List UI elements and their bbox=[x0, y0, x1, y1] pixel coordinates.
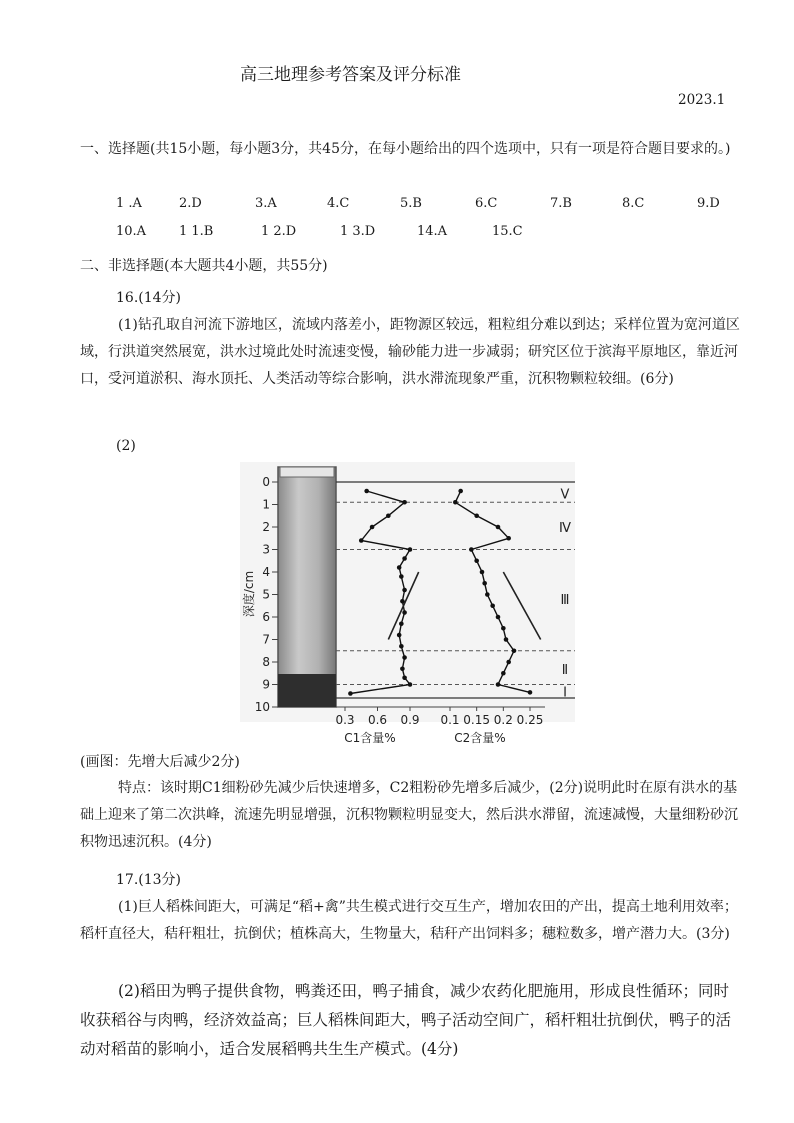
c1-series-point bbox=[348, 691, 353, 696]
c1-series-point bbox=[402, 556, 407, 561]
c1-series-point bbox=[399, 574, 404, 579]
answer-13: 1 3.D bbox=[340, 224, 376, 239]
answer-6: 6.C bbox=[475, 196, 498, 211]
c1-series-point bbox=[402, 588, 407, 593]
answer-8: 8.C bbox=[622, 196, 645, 211]
q17-part2: (2)稻田为鸭子提供食物，鸭粪还田，鸭子捕食，减少农药化肥施用，形成良性循环；同时收获稻谷与肉鸭，经济效益高；巨人稻株间距大，鸭子活动空间广，稻杆粗壮抗倒伏，鸭子的活动对稻苗的影响小，适合发展稻鸭共生生产模式。(4分) bbox=[80, 982, 732, 1058]
zone-label: V bbox=[560, 487, 570, 503]
c2-series-point bbox=[485, 592, 490, 597]
q16-features: 特点：该时期C1细粉砂先减少后快速增多，C2粗粉砂先增多后减少，(2分)说明此时在原有洪水的基础上迎来了第二次洪峰，流速先明显增强，沉积物颗粒明显变大，然后洪水滞留，流速减慢，大量细粉砂沉积物迅速沉积。(4分) bbox=[80, 780, 738, 850]
c1-axis-label: C1含量% bbox=[344, 731, 396, 745]
page-title: 高三地理参考答案及评分标准 bbox=[240, 65, 461, 85]
c1-series-point bbox=[397, 565, 402, 570]
answer-5: 5.B bbox=[400, 196, 422, 211]
c2-series-point bbox=[474, 558, 479, 563]
c2-series-point bbox=[474, 513, 479, 518]
c1-series-point bbox=[408, 547, 413, 552]
c1-tick-label: 0.9 bbox=[400, 713, 420, 727]
c2-series-point bbox=[490, 603, 495, 608]
q17-part1: (1)巨人稻株间距大，可满足“稻+禽”共生模式进行交互生产，增加农田的产出，提高土地利用效率；稻杆直径大，秸秆粗壮，抗倒伏；植株高大，生物量大，秸秆产出饲料多；穗粒数多，增产潜力大。(3分) bbox=[80, 899, 738, 942]
c2-series-point bbox=[469, 547, 474, 552]
c2-series-point bbox=[512, 648, 517, 653]
c1-tick-label: 0.6 bbox=[367, 713, 388, 727]
c1-series-point bbox=[399, 621, 404, 626]
c1-series-point bbox=[402, 675, 407, 680]
c2-series-point bbox=[528, 690, 533, 695]
answer-9: 9.D bbox=[697, 196, 720, 211]
depth-tick-label: 7 bbox=[262, 632, 270, 647]
c2-series-point bbox=[496, 682, 501, 687]
c1-series-point bbox=[402, 500, 407, 505]
c2-series-point bbox=[496, 615, 501, 620]
depth-tick-label: 8 bbox=[262, 655, 270, 669]
sediment-profile-figure bbox=[240, 462, 580, 747]
exam-date: 2023.1 bbox=[678, 92, 726, 108]
depth-tick-label: 2 bbox=[262, 520, 270, 534]
c2-series-point bbox=[501, 671, 506, 676]
answer-12: 1 2.D bbox=[261, 224, 297, 239]
c1-series-point bbox=[370, 525, 375, 530]
q16-part2-label: (2) bbox=[116, 438, 136, 454]
answer-15: 15.C bbox=[492, 224, 523, 239]
c2-tick-label: 0.1 bbox=[440, 713, 460, 727]
section1-heading: 一、选择题(共15小题，每小题3分，共45分，在每小题给出的四个选项中，只有一项是符合题目要求的。) bbox=[80, 141, 731, 157]
answer-2: 2.D bbox=[179, 196, 202, 211]
q17-label: 17.(13分) bbox=[116, 872, 182, 888]
core-top-cap bbox=[280, 467, 334, 477]
c1-series-point bbox=[402, 610, 407, 615]
answer-1: 1 .A bbox=[116, 196, 142, 211]
c2-series-point bbox=[458, 489, 463, 494]
c1-series-point bbox=[364, 489, 369, 494]
c2-tick-label: 0.15 bbox=[463, 713, 491, 727]
q16-part1: (1)钻孔取自河流下游地区，流域内落差小，距物源区较远，粗粒组分难以到达；采样位置为宽河道区域，行洪道突然展宽，洪水过境此处时流速变慢，输砂能力进一步减弱；研究区位于滨海平原地区，靠近河口，受河道淤积、海水顶托、人类活动等综合影响，洪水滞流现象严重，沉积物颗粒较细。(6分) bbox=[80, 317, 740, 387]
depth-tick-label: 10 bbox=[254, 700, 270, 714]
section2-heading: 二、非选择题(本大题共4小题，共55分) bbox=[80, 258, 328, 274]
zone-label: Ⅳ bbox=[559, 521, 571, 536]
q16-label: 16.(14分) bbox=[116, 290, 182, 306]
c2-series-point bbox=[480, 570, 485, 575]
c1-series-point bbox=[402, 655, 407, 660]
depth-tick-label: 1 bbox=[262, 497, 270, 512]
zone-label: Ⅱ bbox=[561, 662, 569, 678]
answer-7: 7.B bbox=[550, 196, 572, 211]
c1-series-point bbox=[386, 513, 391, 518]
c2-series-point bbox=[482, 581, 487, 586]
depth-tick-label: 3 bbox=[262, 542, 270, 557]
c2-axis-label: C2含量% bbox=[454, 731, 506, 745]
c1-series-point bbox=[408, 682, 413, 687]
c2-series-point bbox=[506, 536, 511, 541]
core-dark-base bbox=[278, 674, 336, 707]
c2-series-point bbox=[506, 660, 511, 665]
answer-11: 1 1.B bbox=[179, 224, 214, 239]
c1-series-point bbox=[399, 644, 404, 649]
depth-tick-label: 4 bbox=[262, 565, 270, 579]
depth-tick-label: 9 bbox=[262, 677, 270, 692]
q16-drawing-note: (画图：先增大后减少2分) bbox=[80, 754, 240, 770]
c2-series-point bbox=[496, 525, 501, 530]
depth-tick-label: 5 bbox=[262, 587, 270, 602]
answer-14: 14.A bbox=[417, 224, 448, 239]
c1-series-point bbox=[397, 633, 402, 638]
c2-series-point bbox=[504, 637, 509, 642]
answer-4: 4.C bbox=[327, 196, 350, 211]
c2-series-point bbox=[453, 500, 458, 505]
c2-tick-label: 0.2 bbox=[493, 713, 513, 727]
zone-label: Ⅲ bbox=[560, 593, 570, 608]
c1-tick-label: 0.3 bbox=[335, 713, 355, 727]
answer-10: 10.A bbox=[116, 224, 147, 239]
c2-series-point bbox=[501, 626, 506, 631]
zone-label: I bbox=[563, 685, 567, 701]
answer-3: 3.A bbox=[255, 196, 277, 211]
core-photo bbox=[278, 467, 336, 707]
c1-series-point bbox=[400, 666, 405, 671]
depth-tick-label: 6 bbox=[262, 610, 270, 624]
c2-tick-label: 0.25 bbox=[516, 713, 544, 727]
depth-tick-label: 0 bbox=[262, 475, 270, 489]
depth-axis-label: 深度/cm bbox=[242, 570, 256, 618]
c1-series-point bbox=[359, 538, 364, 543]
